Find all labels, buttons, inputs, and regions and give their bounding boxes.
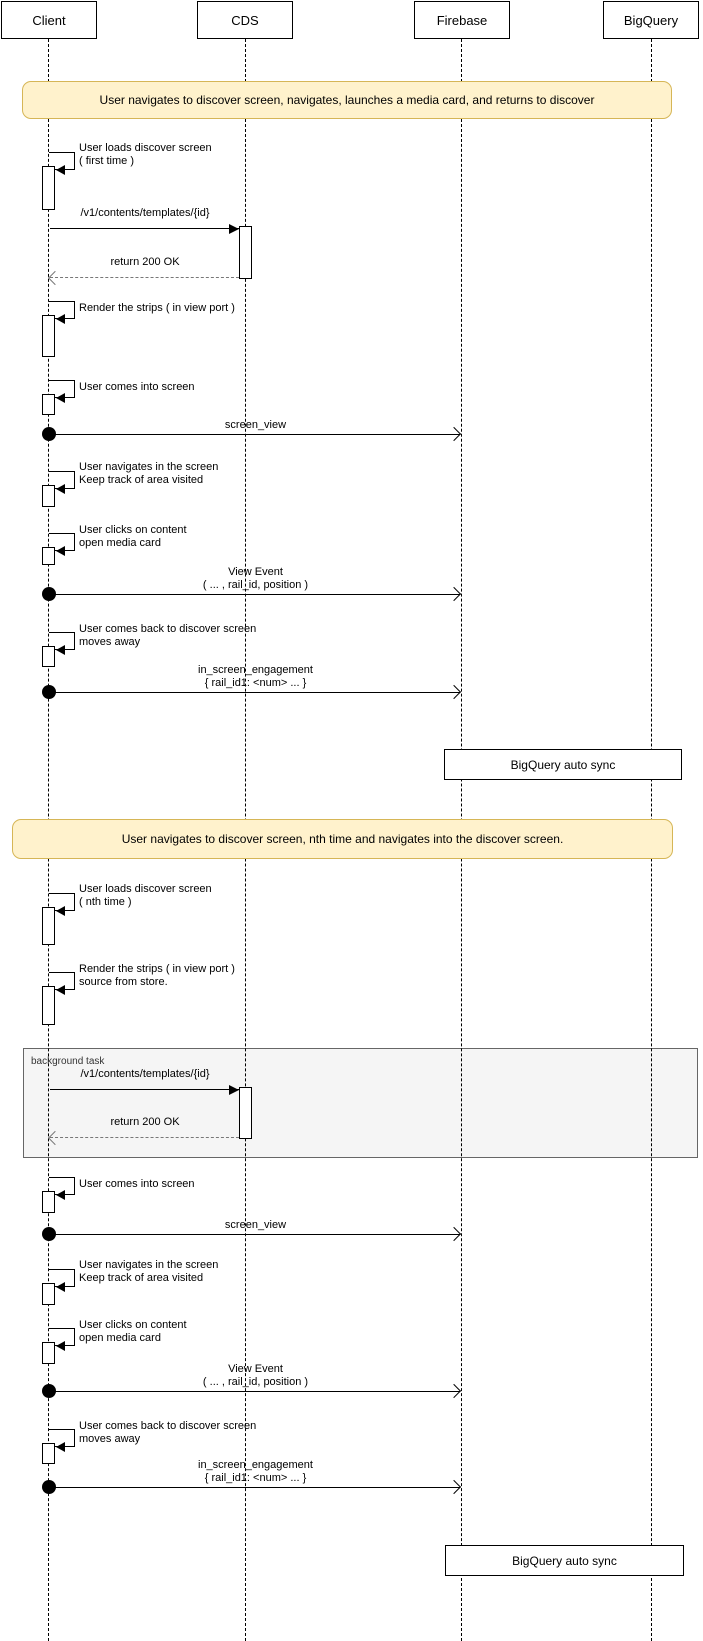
actor-bigquery: BigQuery — [603, 1, 699, 39]
activation-bar — [42, 1283, 55, 1305]
event-arrow — [49, 594, 460, 595]
event-label: screen_view — [224, 1219, 287, 1231]
request-arrow — [50, 228, 239, 229]
activation-bar — [42, 166, 55, 210]
event-arrow — [49, 1391, 460, 1392]
arrowhead-icon — [56, 1442, 65, 1452]
response-label: return 200 OK — [110, 256, 180, 268]
request-arrow — [50, 1089, 239, 1090]
origin-dot-icon — [42, 427, 56, 441]
background-task-frame — [23, 1048, 698, 1158]
arrowhead-icon — [56, 314, 65, 324]
request-label: /v1/contents/templates/{id} — [80, 207, 210, 219]
activation-bar — [42, 315, 55, 357]
event-label: in_screen_engagement { rail_id1: <num> ... } — [198, 1459, 313, 1484]
note-banner-1: User navigates to discover screen, navigates, launches a media card, and returns to discover — [22, 81, 672, 119]
arrowhead-icon — [56, 165, 65, 175]
event-arrow — [49, 1487, 460, 1488]
self-message-label: User clicks on content open media card — [79, 1319, 187, 1344]
self-message-label: User navigates in the screen Keep track of area visited — [79, 461, 219, 486]
bigquery-sync-box: BigQuery auto sync — [445, 1545, 684, 1576]
activation-bar — [42, 1443, 55, 1464]
origin-dot-icon — [42, 1384, 56, 1398]
activation-bar — [239, 226, 252, 279]
event-label: screen_view — [224, 419, 287, 431]
bigquery-sync-box: BigQuery auto sync — [444, 749, 682, 780]
event-label: View Event ( ... , rail_id, position ) — [202, 566, 309, 591]
event-arrow — [49, 434, 460, 435]
origin-dot-icon — [42, 1227, 56, 1241]
background-task-label: background task — [31, 1056, 105, 1067]
actor-client: Client — [1, 1, 97, 39]
response-arrow — [50, 1137, 239, 1138]
note-banner-2: User navigates to discover screen, nth time and navigates into the discover screen. — [12, 819, 673, 859]
arrowhead-icon — [56, 393, 65, 403]
arrowhead-icon — [56, 645, 65, 655]
response-label: return 200 OK — [110, 1116, 180, 1128]
self-message-label: User loads discover screen ( first time ) — [79, 142, 212, 167]
self-message-label: Render the strips ( in view port ) — [79, 302, 235, 314]
origin-dot-icon — [42, 1480, 56, 1494]
arrowhead-icon — [56, 985, 65, 995]
response-arrow — [50, 277, 239, 278]
actor-cds: CDS — [197, 1, 293, 39]
activation-bar — [42, 394, 55, 415]
self-message-label: User clicks on content open media card — [79, 524, 187, 549]
event-label: View Event ( ... , rail_id, position ) — [202, 1363, 309, 1388]
arrowhead-icon — [56, 906, 65, 916]
origin-dot-icon — [42, 685, 56, 699]
arrowhead-icon — [229, 1085, 239, 1095]
self-message-label: User comes into screen — [79, 381, 195, 393]
self-message-label: User comes back to discover screen moves away — [79, 623, 257, 648]
actor-firebase: Firebase — [414, 1, 510, 39]
activation-bar — [42, 485, 55, 507]
activation-bar — [42, 646, 55, 667]
arrowhead-icon — [48, 271, 62, 285]
self-message-label: Render the strips ( in view port ) source from store. — [79, 963, 235, 988]
self-message-label: User loads discover screen ( nth time ) — [79, 883, 212, 908]
arrowhead-icon — [56, 484, 65, 494]
arrowhead-icon — [56, 546, 65, 556]
arrowhead-icon — [56, 1190, 65, 1200]
arrowhead-icon — [56, 1341, 65, 1351]
activation-bar — [42, 547, 55, 565]
activation-bar — [42, 986, 55, 1025]
activation-bar — [42, 907, 55, 945]
event-arrow — [49, 692, 460, 693]
activation-bar — [239, 1087, 252, 1139]
activation-bar — [42, 1191, 55, 1213]
event-arrow — [49, 1234, 460, 1235]
arrowhead-icon — [56, 1282, 65, 1292]
request-label: /v1/contents/templates/{id} — [80, 1068, 210, 1080]
self-message-label: User navigates in the screen Keep track of area visited — [79, 1259, 219, 1284]
origin-dot-icon — [42, 587, 56, 601]
activation-bar — [42, 1342, 55, 1364]
self-message-label: User comes back to discover screen moves away — [79, 1420, 257, 1445]
event-label: in_screen_engagement { rail_id1: <num> ... } — [198, 664, 313, 689]
self-message-label: User comes into screen — [79, 1178, 195, 1190]
arrowhead-icon — [229, 224, 239, 234]
